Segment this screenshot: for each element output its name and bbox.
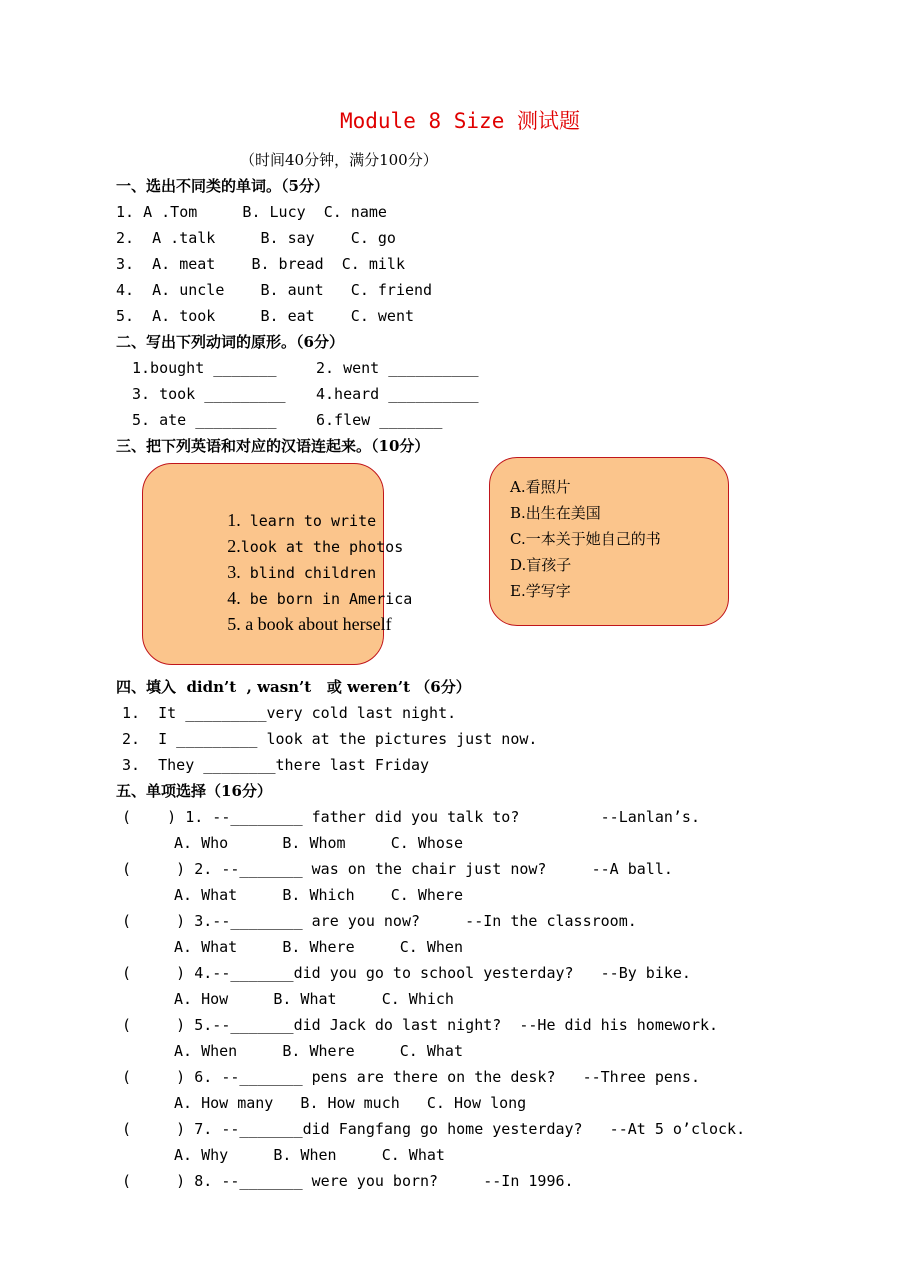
phrase-item: 2.look at the photos: [227, 536, 404, 556]
section4-item: 3. They ________there last Friday: [122, 756, 430, 774]
question-text: ( ) 8. --_______ were you born? --In 1996.: [122, 1172, 574, 1190]
section1-item: 2. A .talk B. say C. go: [116, 229, 396, 247]
section1-item: 1. A .Tom B. Lucy C. name: [116, 203, 387, 221]
question-options: A. Who B. Whom C. Whose: [174, 834, 463, 852]
section1-item: 4. A. uncle B. aunt C. friend: [116, 281, 433, 299]
section5-heading: 五、单项选择（16分）: [116, 782, 272, 800]
english-phrases-box: [142, 463, 413, 665]
question-text: ( ) 7. --_______did Fangfang go home yesterday? --At 5 o’clock.: [122, 1120, 746, 1138]
question-options: A. How many B. How much C. How long: [174, 1094, 527, 1112]
section4-heading: 四、填入 didn’t , wasn’t 或 weren’t （6分）: [116, 678, 471, 696]
question-options: A. What B. Where C. When: [174, 938, 463, 956]
section2-item: 2. went __________: [316, 359, 479, 377]
chinese-item: E.学写字: [510, 582, 571, 600]
phrase-item: 4. be born in America: [227, 588, 413, 608]
chinese-item: D.盲孩子: [510, 556, 572, 574]
section3-heading: 三、把下列英语和对应的汉语连起来。（10分）: [116, 437, 430, 455]
question-text: ( ) 5.--_______did Jack do last night? --He did his homework.: [122, 1016, 719, 1034]
chinese-item: C.一本关于她自己的书: [510, 530, 661, 548]
phrase-item: 5. a book about herself: [227, 614, 392, 634]
page-title: Module 8 Size 测试题: [339, 109, 580, 133]
question-text: ( ) 3.--________ are you now? --In the classroom.: [122, 912, 637, 930]
chinese-phrases-box: [489, 457, 729, 626]
page-subtitle: （时间40分钟，满分100分）: [240, 151, 438, 169]
question-text: ( ) 1. --________ father did you talk to? --Lanlan’s.: [122, 808, 700, 826]
section2-heading: 二、写出下列动词的原形。（6分）: [116, 333, 344, 351]
section2-item: 4.heard __________: [316, 385, 479, 403]
chinese-item: B.出生在美国: [510, 504, 601, 522]
question-options: A. Why B. When C. What: [174, 1146, 445, 1164]
chinese-item: A.看照片: [510, 478, 571, 496]
section4-item: 1. It _________very cold last night.: [122, 704, 457, 722]
section2-item: 6.flew _______: [316, 411, 443, 429]
section2-item: 1.bought _______: [132, 359, 277, 377]
question-text: ( ) 4.--_______did you go to school yesterday? --By bike.: [122, 964, 691, 982]
question-options: A. When B. Where C. What: [174, 1042, 463, 1060]
section2-item: 5. ate _________: [132, 411, 277, 429]
question-text: ( ) 6. --_______ pens are there on the desk? --Three pens.: [122, 1068, 700, 1086]
section1-item: 3. A. meat B. bread C. milk: [116, 255, 405, 273]
section1-item: 5. A. took B. eat C. went: [116, 307, 415, 325]
phrase-item: 3. blind children: [227, 562, 377, 582]
question-text: ( ) 2. --_______ was on the chair just now? --A ball.: [122, 860, 673, 878]
question-options: A. How B. What C. Which: [174, 990, 454, 1008]
phrase-item: 1. learn to write: [227, 510, 377, 530]
section2-item: 3. took _________: [132, 385, 286, 403]
section4-item: 2. I _________ look at the pictures just now.: [122, 730, 538, 748]
section1-heading: 一、选出不同类的单词。（5分）: [116, 177, 329, 195]
question-options: A. What B. Which C. Where: [174, 886, 463, 904]
